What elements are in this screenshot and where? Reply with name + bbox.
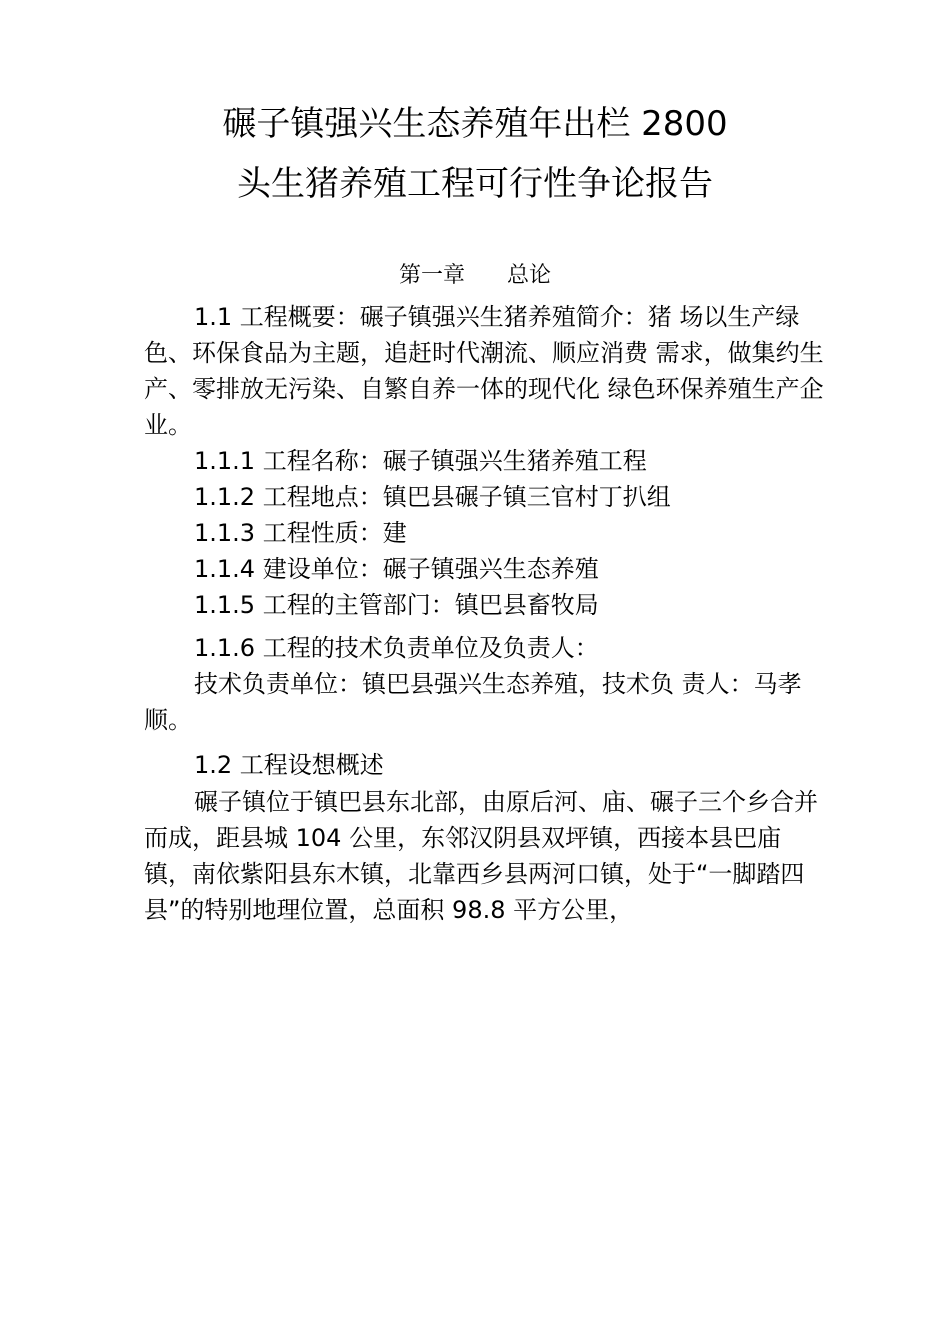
location-paragraph: 碾子镇位于镇巴县东北部，由原后河、庙、碾子三个乡合并而成，距县城 104 公里，东邻汉阴县双坪镇，西接本县巴庙镇，南依紫阳县东木镇，北靠西乡县两河口镇，处于“一脚踏四县”的特别地理位置，总面积 98.8 平方公里，	[144, 788, 818, 924]
technical-responsible-paragraph: 技术负责单位：镇巴县强兴生态养殖，技术负 责人：马孝顺。	[144, 670, 802, 734]
chapter-heading: 第一章 总论	[399, 263, 551, 288]
document-title-line-2: 头生猪养殖工程可行性争论报告	[237, 164, 713, 204]
overview-paragraph: 1.1 工程概要：碾子镇强兴生猪养殖简介：猪 场以生产绿色、环保食品为主题，追赶时代潮流、顺应消费 需求，做集约生产、零排放无污染、自繁自养一体的现代化 绿色环保养殖生产企业。	[144, 303, 824, 439]
project-location-item: 1.1.2 工程地点：镇巴县碾子镇三官村丁扒组	[194, 483, 671, 511]
document-title-line-1: 碾子镇强兴生态养殖年出栏 2800	[222, 104, 728, 144]
project-name-item: 1.1.1 工程名称：碾子镇强兴生猪养殖工程	[194, 447, 647, 475]
construction-unit-item: 1.1.4 建设单位：碾子镇强兴生态养殖	[194, 555, 599, 583]
supervising-department-item: 1.1.5 工程的主管部门：镇巴县畜牧局	[194, 591, 599, 619]
section-heading: 1.2 工程设想概述	[194, 751, 384, 779]
project-nature-item: 1.1.3 工程性质：建	[194, 519, 407, 547]
technical-responsible-item: 1.1.6 工程的技术负责单位及负责人：	[194, 634, 599, 662]
